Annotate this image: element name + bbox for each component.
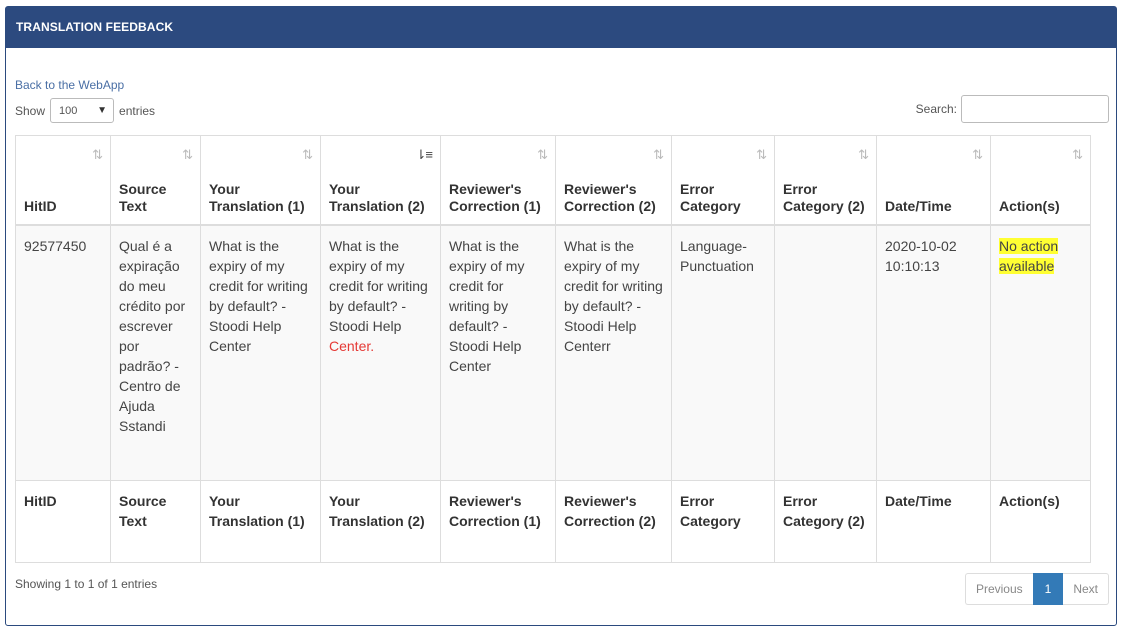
sort-icon: ⇅ xyxy=(302,147,312,162)
footer-source-text: Source Text xyxy=(111,481,201,563)
entries-per-page-value: 100 xyxy=(59,104,78,117)
header-reviewer-correction-1[interactable] xyxy=(441,136,556,225)
cell-error-category-2 xyxy=(775,225,877,481)
header-hitid[interactable] xyxy=(16,136,111,225)
header-reviewer-correction-2[interactable] xyxy=(556,136,672,225)
search-input[interactable] xyxy=(961,95,1109,123)
header-label: Error Category (2) xyxy=(783,180,865,214)
header-label: HitID xyxy=(24,197,57,214)
panel-title: TRANSLATION FEEDBACK xyxy=(6,7,1116,48)
cell-your-translation-1: What is the expiry of my credit for writing by default? - Stoodi Help Center xyxy=(201,225,321,481)
table-header-row xyxy=(16,136,1091,225)
sort-desc-icon: ⇂≡ xyxy=(415,147,432,162)
previous-page-button[interactable]: Previous xyxy=(965,573,1033,605)
header-label: Reviewer's Correction (1) xyxy=(449,180,541,214)
page-1-button[interactable]: 1 xyxy=(1033,573,1064,605)
entries-label: entries xyxy=(119,103,156,118)
header-source-text[interactable] xyxy=(111,136,201,225)
back-to-webapp-link[interactable]: Back to the WebApp xyxy=(15,78,125,92)
footer-hitid: HitID xyxy=(16,481,111,563)
sort-icon: ⇅ xyxy=(653,147,663,162)
cell-your-translation-2 xyxy=(321,225,441,481)
translation-text: What is the expiry of my credit for writing by default? - Stoodi Help xyxy=(329,237,428,334)
cell-error-category: Language-Punctuation xyxy=(672,225,775,481)
cell-reviewer-correction-2: What is the expiry of my credit for writing by default? - Stoodi Help Centerr xyxy=(556,225,672,481)
header-date-time[interactable] xyxy=(877,136,991,225)
footer-date-time: Date/Time xyxy=(877,481,991,563)
footer-error-category-2: Error Category (2) xyxy=(775,481,877,563)
sort-icon: ⇅ xyxy=(92,147,102,162)
search-control xyxy=(916,95,1109,123)
sort-icon: ⇅ xyxy=(182,147,192,162)
entries-length-control xyxy=(15,98,155,123)
header-label: Your Translation (1) xyxy=(209,180,305,214)
cell-hitid: 92577450 xyxy=(16,225,111,481)
cell-source-text: Qual é a expiração do meu crédito por escrever por padrão? - Centro de Ajuda Sstandi xyxy=(111,225,201,481)
feedback-table xyxy=(15,135,1091,563)
header-actions[interactable] xyxy=(991,136,1091,225)
next-page-button[interactable]: Next xyxy=(1063,573,1109,605)
sort-icon: ⇅ xyxy=(756,147,766,162)
table-info: Showing 1 to 1 of 1 entries xyxy=(15,577,158,591)
sort-icon: ⇅ xyxy=(1072,147,1082,162)
sort-icon: ⇅ xyxy=(537,147,547,162)
error-highlight-text: Center. xyxy=(329,337,375,354)
footer-your-translation-2: Your Translation (2) xyxy=(321,481,441,563)
header-your-translation-2[interactable] xyxy=(321,136,441,225)
table-row xyxy=(16,225,1091,481)
header-your-translation-1[interactable] xyxy=(201,136,321,225)
cell-date-time: 2020-10-02 10:10:13 xyxy=(877,225,991,481)
footer-error-category: Error Category xyxy=(672,481,775,563)
header-label: Reviewer's Correction (2) xyxy=(564,180,656,214)
footer-actions: Action(s) xyxy=(991,481,1091,563)
header-label: Action(s) xyxy=(999,197,1060,214)
header-error-category[interactable] xyxy=(672,136,775,225)
pagination xyxy=(965,573,1109,605)
chevron-down-icon: ▼ xyxy=(97,105,108,116)
footer-your-translation-1: Your Translation (1) xyxy=(201,481,321,563)
no-action-text: No action available xyxy=(999,237,1059,274)
search-label: Search: xyxy=(915,102,957,116)
header-label: Error Category xyxy=(680,180,741,214)
footer-reviewer-correction-2: Reviewer's Correction (2) xyxy=(556,481,672,563)
cell-reviewer-correction-1: What is the expiry of my credit for writing by default? - Stoodi Help Center xyxy=(441,225,556,481)
cell-actions xyxy=(991,225,1091,481)
entries-per-page-select[interactable] xyxy=(50,98,114,123)
header-error-category-2[interactable] xyxy=(775,136,877,225)
sort-icon: ⇅ xyxy=(972,147,982,162)
header-label: Date/Time xyxy=(885,197,952,214)
header-label: Your Translation (2) xyxy=(329,180,425,214)
table-footer-row xyxy=(16,481,1091,563)
show-label: Show xyxy=(15,103,46,118)
footer-reviewer-correction-1: Reviewer's Correction (1) xyxy=(441,481,556,563)
sort-icon: ⇅ xyxy=(858,147,868,162)
header-label: Source Text xyxy=(119,180,167,214)
